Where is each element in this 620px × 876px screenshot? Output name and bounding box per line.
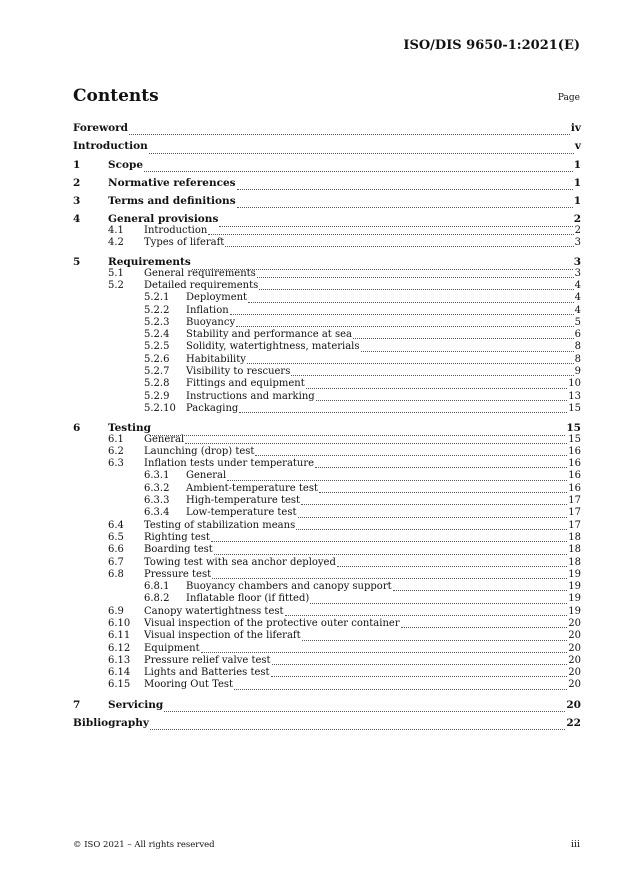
toc-entry-title: Stability and performance at sea — [186, 329, 353, 341]
dot-leader — [316, 399, 568, 401]
toc-entry-number: 6.14 — [108, 667, 131, 679]
toc-entry-page: 1 — [573, 176, 581, 189]
toc-entry-title: Introduction — [73, 140, 148, 153]
dot-leader — [361, 350, 574, 352]
dot-leader — [230, 313, 574, 315]
toc-entry-title: Types of liferaft — [144, 237, 225, 249]
toc-entry[interactable] — [73, 192, 581, 210]
toc-entry[interactable] — [73, 643, 581, 655]
toc-entry-page: 2 — [573, 213, 581, 226]
toc-entry-title: Inflatable floor (if fitted) — [186, 593, 310, 605]
toc-entry[interactable] — [73, 403, 581, 415]
toc-entry-number: 6.8.1 — [144, 581, 170, 593]
dot-leader — [248, 301, 574, 303]
dot-leader — [393, 589, 568, 591]
toc-entry-number: 6.3.3 — [144, 495, 170, 507]
copyright-notice: © ISO 2021 – All rights reserved — [73, 840, 215, 850]
dot-leader — [302, 639, 568, 641]
toc-entry-number: 5.2.10 — [144, 402, 176, 414]
dot-leader — [272, 663, 568, 665]
table-of-contents — [73, 119, 581, 732]
dot-leader — [237, 206, 573, 208]
toc-entry-title: Terms and definitions — [108, 195, 236, 208]
dot-leader — [239, 411, 567, 413]
toc-entry-page: 3 — [574, 237, 581, 249]
toc-entry-page: 20 — [566, 698, 581, 711]
toc-entry-title: General — [186, 470, 227, 482]
dot-leader — [337, 565, 567, 567]
toc-entry[interactable] — [73, 237, 581, 249]
toc-entry[interactable] — [73, 366, 581, 378]
toc-entry-title: Buoyancy chambers and canopy support — [186, 581, 392, 593]
toc-entry-number: 5.2.5 — [144, 341, 170, 353]
toc-entry-number: 6.2 — [108, 445, 124, 457]
dot-leader — [291, 374, 573, 376]
toc-entry-number: 6.8 — [108, 568, 124, 580]
toc-entry-title: Normative references — [108, 176, 236, 189]
toc-entry[interactable] — [73, 119, 581, 137]
toc-entry-title: Inflation tests under temperature — [144, 458, 315, 470]
dot-leader — [225, 245, 573, 247]
toc-entry[interactable] — [73, 667, 581, 679]
dot-leader — [247, 362, 574, 364]
toc-entry-number: 6.11 — [108, 630, 131, 642]
dot-leader — [306, 387, 568, 389]
toc-entry-page: 15 — [568, 402, 581, 414]
toc-entry-number: 5.2.9 — [144, 390, 170, 402]
toc-entry-number: 6.13 — [108, 654, 131, 666]
dot-leader — [211, 540, 567, 542]
dot-leader — [310, 602, 567, 604]
toc-entry-page: 5 — [574, 316, 581, 328]
dot-leader — [185, 442, 567, 444]
toc-entry-page: 4 — [574, 279, 581, 291]
toc-entry-number: 6.3 — [108, 458, 124, 470]
toc-entry-title: Mooring Out Test — [144, 679, 234, 691]
toc-entry-title: Visual inspection of the liferaft — [144, 630, 301, 642]
toc-entry-page: 20 — [568, 630, 581, 642]
toc-entry-title: Pressure relief valve test — [144, 654, 271, 666]
dot-leader — [285, 614, 568, 616]
toc-entry-number: 5.2.8 — [144, 378, 170, 390]
toc-entry-number: 6.15 — [108, 679, 131, 691]
toc-entry-page: 8 — [574, 341, 581, 353]
toc-entry-number: 6.5 — [108, 531, 124, 543]
toc-entry-number: 5.2.6 — [144, 353, 170, 365]
toc-entry-title: Foreword — [73, 122, 129, 134]
toc-entry-number: 3 — [73, 195, 81, 208]
toc-entry-title: Servicing — [108, 698, 164, 711]
toc-entry-page: iv — [570, 122, 581, 134]
toc-entry-page: 4 — [574, 304, 581, 316]
toc-entry[interactable] — [73, 280, 581, 292]
toc-entry-page: 20 — [568, 617, 581, 629]
dot-leader — [236, 325, 574, 327]
toc-entry-title: Testing of stabilization means — [144, 519, 296, 531]
toc-entry-title: Solidity, watertightness, materials — [186, 341, 360, 353]
toc-entry-page: 20 — [568, 667, 581, 679]
toc-entry[interactable] — [73, 544, 581, 556]
dot-leader — [401, 626, 568, 628]
toc-entry-page: 4 — [574, 292, 581, 304]
toc-entry-title: Introduction — [144, 224, 208, 236]
dot-leader — [298, 516, 568, 518]
toc-entry-number: 6.8.2 — [144, 593, 170, 605]
page-column-label: Page — [557, 93, 580, 103]
toc-entry-page: 9 — [574, 366, 581, 378]
toc-entry[interactable] — [73, 593, 581, 605]
toc-entry-title: Deployment — [186, 292, 248, 304]
toc-entry-page: 17 — [568, 495, 581, 507]
toc-entry-number: 1 — [73, 158, 81, 171]
toc-entry-page: 1 — [573, 195, 581, 208]
toc-entry-number: 6.9 — [108, 605, 124, 617]
dot-leader — [164, 710, 565, 712]
dot-leader — [219, 225, 572, 227]
toc-entry-title: Launching (drop) test — [144, 445, 255, 457]
toc-entry[interactable] — [73, 618, 581, 630]
toc-entry-number: 4.2 — [108, 237, 124, 249]
toc-entry[interactable] — [73, 507, 581, 519]
toc-entry-number: 6.7 — [108, 556, 124, 568]
toc-entry-title: Righting test — [144, 531, 210, 543]
toc-entry[interactable] — [73, 292, 581, 304]
toc-entry-page: 18 — [568, 556, 581, 568]
toc-entry-title: Canopy watertightness test — [144, 605, 284, 617]
toc-entry-title: General — [144, 433, 185, 445]
dot-leader — [353, 337, 574, 339]
toc-entry-page: 20 — [568, 642, 581, 654]
toc-entry-page: 19 — [568, 581, 581, 593]
toc-entry-title: Bibliography — [73, 717, 149, 730]
dot-leader — [129, 133, 570, 135]
toc-entry[interactable] — [73, 606, 581, 618]
toc-entry[interactable] — [73, 329, 581, 341]
toc-entry-page: 3 — [574, 267, 581, 279]
toc-entry-number: 6.10 — [108, 617, 131, 629]
toc-entry[interactable] — [73, 581, 581, 593]
toc-entry-title: Instructions and marking — [186, 390, 315, 402]
dot-leader — [201, 651, 568, 653]
dot-leader — [144, 170, 573, 172]
toc-entry[interactable] — [73, 679, 581, 691]
toc-entry-title: Visual inspection of the protective outer container — [144, 617, 400, 629]
toc-entry[interactable] — [73, 137, 581, 155]
toc-entry[interactable] — [73, 354, 581, 366]
toc-entry-title: Requirements — [108, 256, 191, 269]
toc-entry-title: Equipment — [144, 642, 200, 654]
toc-entry-page: 19 — [568, 568, 581, 580]
toc-entry-number: 2 — [73, 176, 81, 189]
toc-entry-page: 16 — [568, 458, 581, 470]
toc-entry-number: 6.3.1 — [144, 470, 170, 482]
toc-entry-title: Ambient-temperature test — [186, 482, 318, 494]
toc-entry-page: 19 — [568, 593, 581, 605]
dot-leader — [237, 188, 573, 190]
toc-entry[interactable] — [73, 305, 581, 317]
toc-entry[interactable] — [73, 714, 581, 732]
toc-entry-page: 17 — [568, 507, 581, 519]
toc-entry-number: 7 — [73, 698, 81, 711]
toc-entry-page: 3 — [573, 256, 581, 269]
toc-entry-page: 20 — [568, 654, 581, 666]
toc-entry-number: 5.2.7 — [144, 366, 170, 378]
toc-entry[interactable] — [73, 483, 581, 495]
toc-entry[interactable] — [73, 341, 581, 353]
toc-entry-page: 16 — [568, 482, 581, 494]
contents-title: Contents — [73, 86, 159, 106]
toc-entry-number: 4.1 — [108, 224, 124, 236]
toc-entry-title: Low-temperature test — [186, 507, 297, 519]
toc-entry[interactable] — [73, 446, 581, 458]
toc-entry-page: 13 — [568, 390, 581, 402]
toc-entry[interactable] — [73, 156, 581, 174]
toc-entry-number: 6.1 — [108, 433, 124, 445]
dot-leader — [255, 454, 567, 456]
toc-entry-number: 5 — [73, 256, 81, 269]
toc-entry-title: Detailed requirements — [144, 279, 259, 291]
dot-leader — [271, 675, 568, 677]
toc-entry-page: 20 — [568, 679, 581, 691]
toc-entry-page: 18 — [568, 544, 581, 556]
toc-entry-number: 6.3.4 — [144, 507, 170, 519]
toc-entry-title: Scope — [108, 158, 144, 171]
toc-entry[interactable] — [73, 470, 581, 482]
dot-leader — [234, 688, 567, 690]
toc-entry-title: Fittings and equipment — [186, 378, 305, 390]
toc-entry[interactable] — [73, 569, 581, 581]
dot-leader — [208, 233, 573, 235]
dot-leader — [301, 503, 567, 505]
dot-leader — [319, 491, 567, 493]
toc-entry-title: General provisions — [108, 213, 219, 226]
toc-entry-title: Buoyancy — [186, 316, 236, 328]
dot-leader — [257, 276, 574, 278]
toc-entry-title: Boarding test — [144, 544, 213, 556]
toc-entry-number: 6 — [73, 422, 81, 435]
page-number: iii — [570, 839, 580, 850]
toc-entry-page: 2 — [574, 224, 581, 236]
toc-entry-page: 15 — [568, 433, 581, 445]
dot-leader — [150, 728, 565, 730]
toc-entry-title: Visibility to rescuers — [186, 366, 291, 378]
toc-entry-number: 6.12 — [108, 642, 131, 654]
toc-entry-title: Lights and Batteries test — [144, 667, 270, 679]
toc-entry-page: 16 — [568, 445, 581, 457]
toc-entry-title: High-temperature test — [186, 495, 301, 507]
toc-entry-title: Habitability — [186, 353, 246, 365]
dot-leader — [152, 434, 565, 436]
toc-entry-page: v — [574, 140, 581, 153]
toc-entry-page: 10 — [568, 378, 581, 390]
toc-entry-number: 6.6 — [108, 544, 124, 556]
toc-entry-number: 5.2 — [108, 279, 124, 291]
toc-entry-number: 5.1 — [108, 267, 124, 279]
toc-entry[interactable] — [73, 378, 581, 390]
toc-entry-page: 18 — [568, 531, 581, 543]
toc-entry-title: Inflation — [186, 304, 229, 316]
toc-entry-title: Packaging — [186, 402, 239, 414]
toc-entry-page: 16 — [568, 470, 581, 482]
toc-entry-page: 8 — [574, 353, 581, 365]
toc-entry-title: Pressure test — [144, 568, 212, 580]
toc-entry[interactable] — [73, 557, 581, 569]
toc-entry-page: 17 — [568, 519, 581, 531]
dot-leader — [315, 466, 567, 468]
toc-entry[interactable] — [73, 630, 581, 642]
toc-entry-number: 5.2.2 — [144, 304, 170, 316]
toc-entry[interactable] — [73, 655, 581, 667]
toc-entry[interactable] — [73, 495, 581, 507]
dot-leader — [296, 528, 567, 530]
toc-entry-title: General requirements — [144, 267, 256, 279]
toc-entry-title: Towing test with sea anchor deployed — [144, 556, 336, 568]
dot-leader — [227, 479, 567, 481]
toc-entry-page: 19 — [568, 605, 581, 617]
toc-entry-number: 6.3.2 — [144, 482, 170, 494]
toc-entry[interactable] — [73, 391, 581, 403]
toc-entry-number: 6.4 — [108, 519, 124, 531]
toc-entry-page: 6 — [574, 329, 581, 341]
toc-entry[interactable] — [73, 458, 581, 470]
dot-leader — [212, 577, 567, 579]
toc-entry-page: 22 — [566, 717, 581, 730]
dot-leader — [214, 553, 567, 555]
toc-entry-number: 5.2.1 — [144, 292, 170, 304]
toc-entry[interactable] — [73, 520, 581, 532]
toc-entry[interactable] — [73, 696, 581, 714]
toc-entry-page: 1 — [573, 158, 581, 171]
toc-entry-page: 15 — [566, 422, 581, 435]
dot-leader — [259, 288, 573, 290]
toc-entry[interactable] — [73, 317, 581, 329]
dot-leader — [149, 152, 574, 154]
toc-entry-title: Testing — [108, 422, 152, 435]
toc-entry[interactable] — [73, 532, 581, 544]
document-id: ISO/DIS 9650-1:2021(E) — [403, 38, 580, 53]
toc-entry-number: 5.2.3 — [144, 316, 170, 328]
toc-entry-number: 5.2.4 — [144, 329, 170, 341]
toc-entry-number: 4 — [73, 213, 81, 226]
toc-entry[interactable] — [73, 174, 581, 192]
